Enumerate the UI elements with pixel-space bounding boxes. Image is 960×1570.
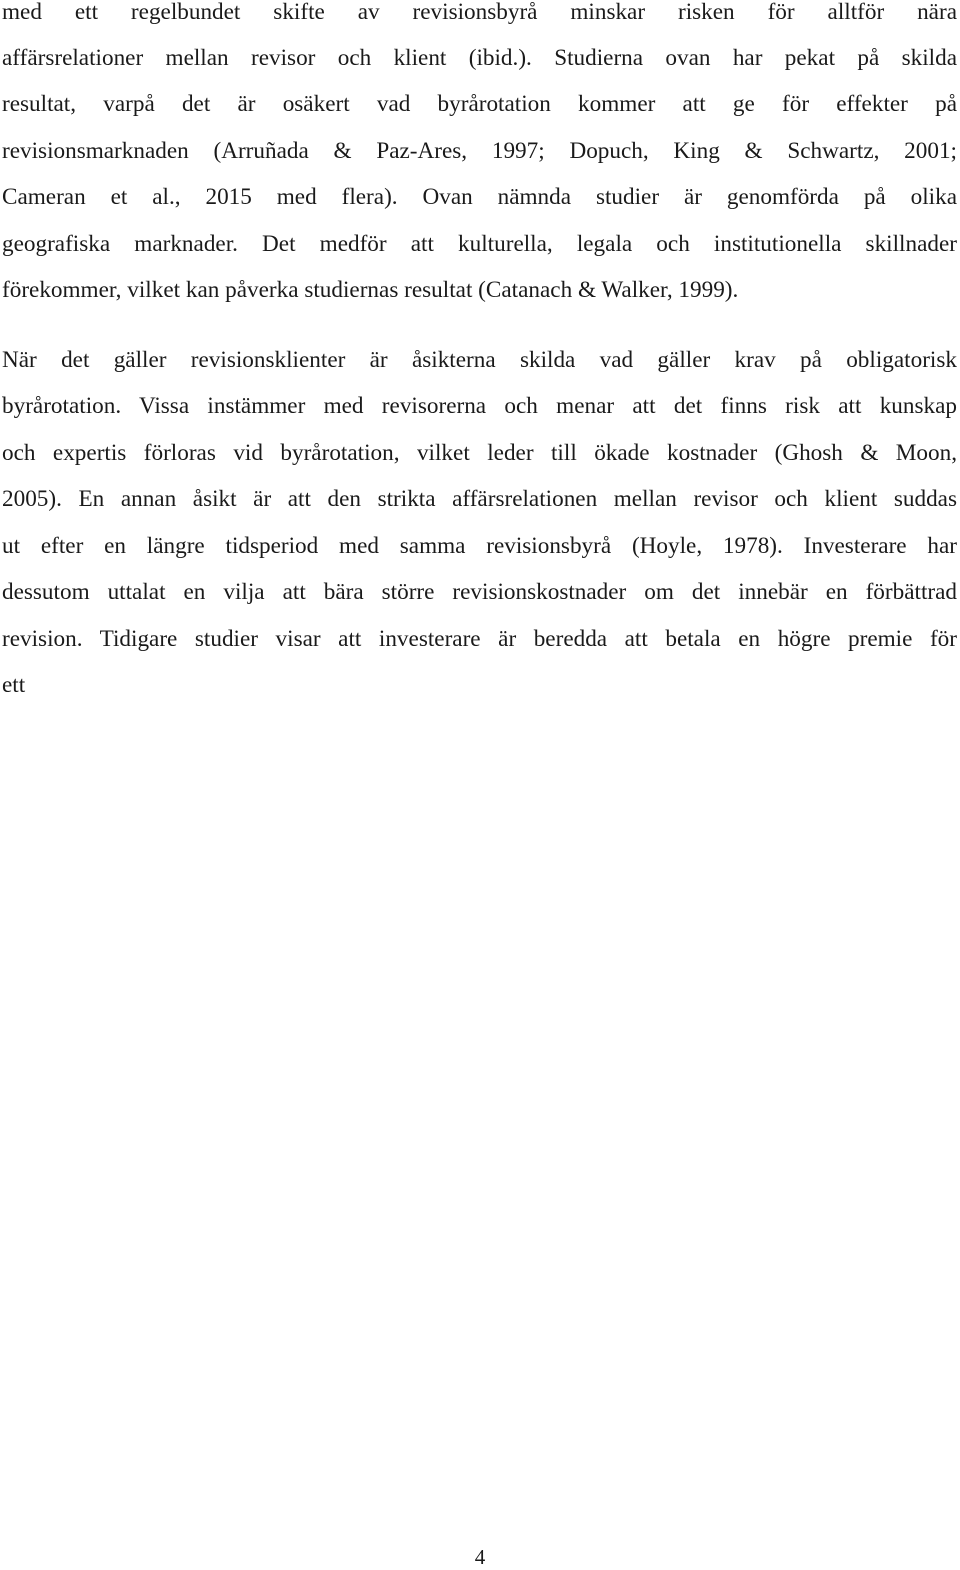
paragraph-1-line: affärsrelationer mellan revisor och klient (ibid.). Studierna ovan har pekat på skilda [2, 45, 957, 71]
paragraph-1-line: resultat, varpå det är osäkert vad byrårotation kommer att ge för effekter på [2, 91, 957, 117]
paragraph-2-line: dessutom uttalat en vilja att bära större revisionskostnader om det innebär en förbättrad [2, 579, 957, 605]
paragraph-1-line: förekommer, vilket kan påverka studiernas resultat (Catanach & Walker, 1999). [2, 277, 739, 303]
paragraph-2-line: 2005). En annan åsikt är att den strikta affärsrelationen mellan revisor och klient suddas [2, 486, 957, 512]
paragraph-2-line: ut efter en längre tidsperiod med samma revisionsbyrå (Hoyle, 1978). Investerare har [2, 533, 957, 559]
paragraph-1-line: revisionsmarknaden (Arruñada & Paz-Ares, 1997; Dopuch, King & Schwartz, 2001; [2, 138, 957, 164]
page-number: 4 [474, 1545, 486, 1569]
paragraph-2-line: byrårotation. Vissa instämmer med revisorerna och menar att det finns risk att kunskap [2, 393, 957, 419]
paragraph-1-line: med ett regelbundet skifte av revisionsbyrå minskar risken för alltför nära [2, 0, 957, 25]
paragraph-2-line: revision. Tidigare studier visar att investerare är beredda att betala en högre premie för [2, 626, 957, 652]
paragraph-2-line: När det gäller revisionsklienter är åsikterna skilda vad gäller krav på obligatorisk [2, 347, 957, 373]
paragraph-2-line: ett [2, 672, 26, 698]
paragraph-1-line: Cameran et al., 2015 med flera). Ovan nämnda studier är genomförda på olika [2, 184, 957, 210]
paragraph-1-line: geografiska marknader. Det medför att kulturella, legala och institutionella skillnader [2, 231, 957, 257]
paragraph-2-line: och expertis förloras vid byrårotation, vilket leder till ökade kostnader (Ghosh & Moon, [2, 440, 957, 466]
